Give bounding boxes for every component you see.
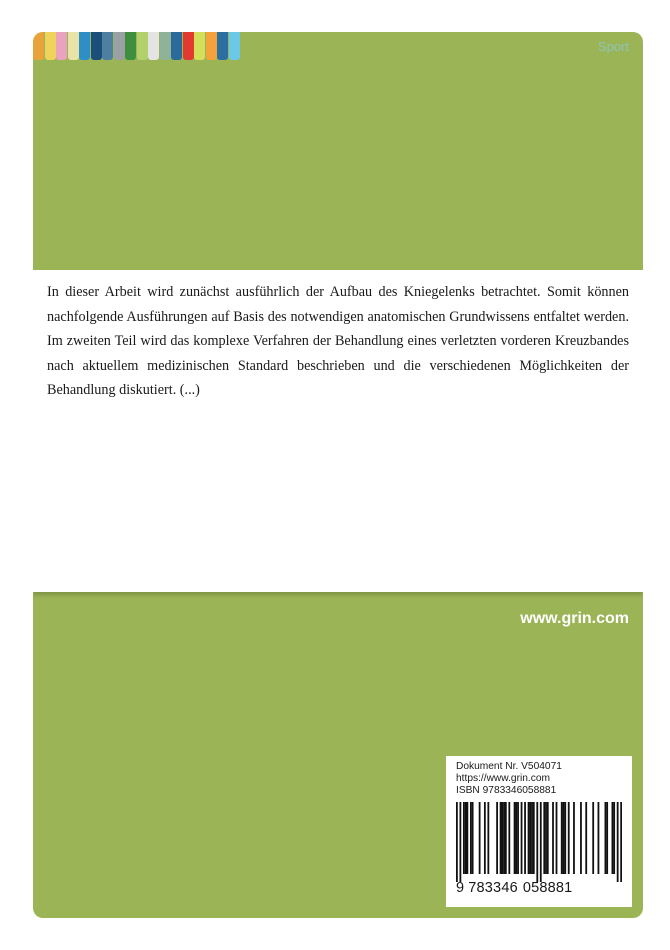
color-stripe [148,32,159,60]
barcode-bar [517,802,519,874]
barcode-bar [561,802,563,874]
barcode-bar [617,802,619,882]
color-stripe [160,32,171,60]
barcode-bar [573,802,575,874]
barcode-bar [552,802,554,874]
barcode-bar [524,802,526,874]
color-stripes [33,32,240,60]
barcode-bar [580,802,582,874]
barcode-bar [496,802,498,874]
barcode-bar [515,802,517,874]
barcode-bar [500,802,502,874]
color-stripe [114,32,125,60]
document-number: Dokument Nr. V504071 [456,761,562,772]
barcode-bar [505,802,507,874]
barcode-bar [585,802,587,874]
color-stripe [183,32,194,60]
barcode-bar [613,802,615,874]
barcode-bar [528,802,530,874]
color-stripe [56,32,67,60]
barcode-bar [543,802,545,874]
barcode-bar [459,802,461,882]
barcode-bar [545,802,547,874]
barcode-bar [529,802,531,874]
color-stripe [45,32,56,60]
color-stripe [33,32,44,60]
color-stripe [91,32,102,60]
barcode-bar [536,802,538,882]
abstract-text: In dieser Arbeit wird zunächst ausführlich der Aufbau des Kniegelenks betrachtet. Somit können nachfolgende Ausführungen auf Basis des notwendigen anatomischen Grundwissens entfaltet werden. Im zweiten Teil wird das komplexe Verfahren der Behandlung eines verletzten vorderen Kreuzbandes nach aktuellem medizinischen Standard beschrieben und die verschiedenen Möglichkeiten der Behandlung diskutiert. (...) [47,284,629,399]
barcode-bar [487,802,489,874]
barcode-bar [612,802,614,874]
barcode-bar [547,802,549,874]
barcode-bar [514,802,516,874]
barcode-bar [556,802,558,874]
abstract-panel [33,270,643,592]
barcode-bar [501,802,503,874]
color-stripe [137,32,148,60]
barcode-bar [456,802,458,882]
barcode-graphic [456,802,622,882]
barcode-bar [592,802,594,874]
barcode-bar [620,802,622,882]
barcode-bar [470,802,472,874]
barcode-bar [466,802,468,874]
color-stripe [217,32,228,60]
barcode-bar [531,802,533,874]
barcode-bar [598,802,600,874]
barcode-box [446,756,632,907]
barcode-bar [463,802,465,874]
color-stripe [79,32,90,60]
color-stripe [125,32,136,60]
barcode-bar [563,802,565,874]
color-stripe [171,32,182,60]
barcode-bar [605,802,607,874]
barcode-bar [606,802,608,874]
color-stripe [102,32,113,60]
barcode-bar [568,802,570,874]
color-stripe [206,32,217,60]
color-stripe [68,32,79,60]
barcode-bar [472,802,474,874]
color-stripe [229,32,240,60]
barcode-bar [533,802,535,874]
barcode-bar [564,802,566,874]
barcode-bar [540,802,542,882]
isbn-number: ISBN 9783346058881 [456,785,557,797]
barcode-bar [508,802,510,874]
publisher-website: www.grin.com [520,610,629,627]
category-label: Sport [597,39,629,54]
barcode-bar [484,802,486,874]
barcode-bar [503,802,505,874]
color-stripe [194,32,205,60]
barcode-bar [521,802,523,874]
barcode-digits: 9 783346 058881 [456,879,573,896]
barcode-bar [465,802,467,874]
book-back-cover [33,32,643,918]
barcode-bar [479,802,481,874]
publisher-url: https://www.grin.com [456,773,550,785]
